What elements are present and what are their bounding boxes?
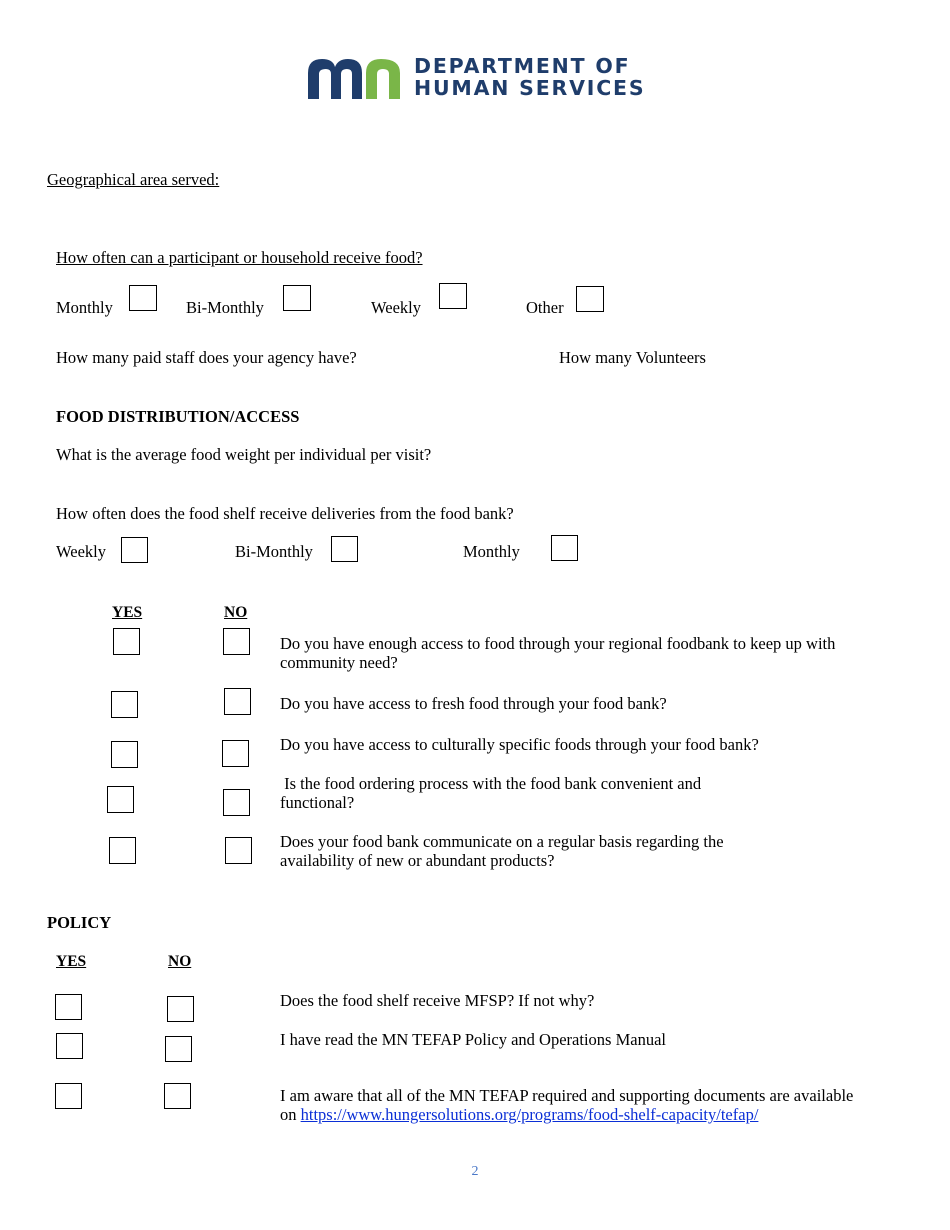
freq-weekly-checkbox[interactable]: [439, 283, 467, 309]
policy-no-header: NO: [168, 953, 192, 970]
volunteers-question: How many Volunteers: [559, 348, 706, 367]
access-question-4: Is the food ordering process with the food bank convenient and functional?: [280, 774, 706, 812]
policy-q2-yes-checkbox[interactable]: [56, 1033, 83, 1059]
access-yes-header: YES: [112, 604, 143, 621]
freq-bimonthly-label: Bi-Monthly: [186, 298, 264, 317]
delivery-monthly-label: Monthly: [463, 542, 520, 561]
policy-q1-yes-checkbox[interactable]: [55, 994, 82, 1020]
mn-logo-mark: [306, 55, 406, 101]
policy-q1-no-checkbox[interactable]: [167, 996, 194, 1022]
logo-line-2: HUMAN SERVICES: [414, 76, 646, 100]
food-distribution-heading: FOOD DISTRIBUTION/ACCESS: [56, 407, 300, 426]
frequency-question: How often can a participant or household receive food?: [56, 248, 423, 267]
policy-question-3: [280, 1086, 870, 1124]
access-q3-yes-checkbox[interactable]: [111, 741, 138, 768]
access-q1-yes-checkbox[interactable]: [113, 628, 140, 655]
delivery-bimonthly-checkbox[interactable]: [331, 536, 358, 562]
policy-question-2: I have read the MN TEFAP Policy and Operations Manual: [280, 1030, 666, 1049]
access-question-1: Do you have enough access to food through your regional foodbank to keep up with community need?: [280, 634, 836, 672]
paid-staff-question: How many paid staff does your agency have?: [56, 348, 357, 367]
access-q5-no-checkbox[interactable]: [225, 837, 252, 864]
policy-q2-no-checkbox[interactable]: [165, 1036, 192, 1062]
delivery-weekly-label: Weekly: [56, 542, 106, 561]
access-q1-no-checkbox[interactable]: [223, 628, 250, 655]
delivery-question: How often does the food shelf receive deliveries from the food bank?: [56, 504, 514, 523]
policy-heading: POLICY: [47, 913, 112, 932]
page-number: 2: [471, 1164, 479, 1179]
delivery-weekly-checkbox[interactable]: [121, 537, 148, 563]
logo-text: [414, 55, 645, 99]
freq-other-label: Other: [526, 298, 564, 317]
policy-yes-header: YES: [56, 953, 87, 970]
freq-other-checkbox[interactable]: [576, 286, 604, 312]
access-question-5: Does your food bank communicate on a regular basis regarding the availability of new or abundant products?: [280, 832, 724, 870]
access-q4-yes-checkbox[interactable]: [107, 786, 134, 813]
policy-q3-no-checkbox[interactable]: [164, 1083, 191, 1109]
logo-line-1: DEPARTMENT OF: [414, 54, 631, 78]
freq-weekly-label: Weekly: [371, 298, 421, 317]
policy-question-1: Does the food shelf receive MFSP? If not why?: [280, 991, 595, 1010]
freq-monthly-label: Monthly: [56, 298, 113, 317]
access-q4-no-checkbox[interactable]: [223, 789, 250, 816]
access-question-3: Do you have access to culturally specific foods through your food bank?: [280, 735, 759, 754]
food-weight-question: What is the average food weight per individual per visit?: [56, 445, 432, 464]
access-question-2: Do you have access to fresh food through your food bank?: [280, 694, 667, 713]
geo-area-label: Geographical area served:: [47, 170, 220, 189]
dhs-logo: [306, 55, 646, 101]
delivery-bimonthly-label: Bi-Monthly: [235, 542, 313, 561]
tefap-documents-link[interactable]: https://www.hungersolutions.org/programs/food-shelf-capacity/tefap/: [300, 1105, 759, 1124]
access-q3-no-checkbox[interactable]: [222, 740, 249, 767]
delivery-monthly-checkbox[interactable]: [551, 535, 578, 561]
access-q5-yes-checkbox[interactable]: [109, 837, 136, 864]
policy-q3-yes-checkbox[interactable]: [55, 1083, 82, 1109]
freq-monthly-checkbox[interactable]: [129, 285, 157, 311]
freq-bimonthly-checkbox[interactable]: [283, 285, 311, 311]
access-no-header: NO: [224, 604, 248, 621]
access-q2-yes-checkbox[interactable]: [111, 691, 138, 718]
access-q2-no-checkbox[interactable]: [224, 688, 251, 715]
policy-q3-text: I am aware that all of the MN TEFAP required and supporting documents are available on: [280, 1086, 854, 1124]
